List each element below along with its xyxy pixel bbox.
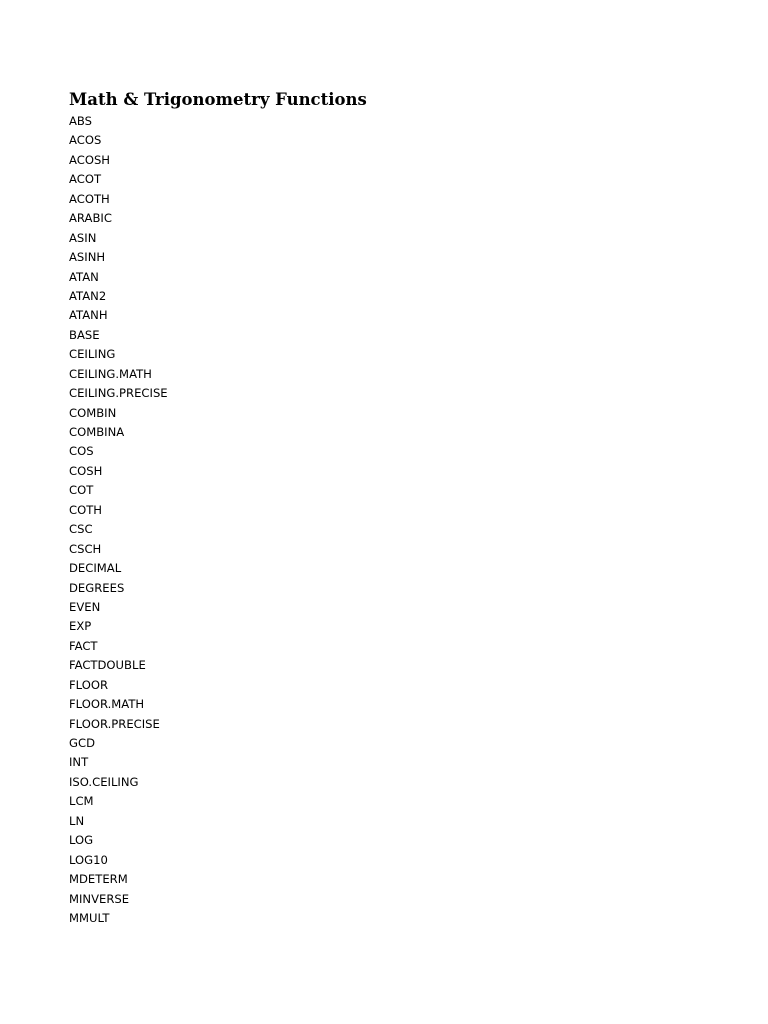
function-list-item: LN bbox=[69, 813, 85, 828]
function-list-item: ISO.CEILING bbox=[69, 774, 139, 789]
function-list-item: EVEN bbox=[69, 599, 101, 614]
function-list-item: DEGREES bbox=[69, 580, 125, 595]
function-list-item: FACT bbox=[69, 638, 98, 653]
function-list-item: ACOTH bbox=[69, 191, 110, 206]
document-page bbox=[69, 88, 689, 928]
function-list-item: FLOOR.MATH bbox=[69, 697, 145, 712]
function-list-item: ACOS bbox=[69, 133, 102, 148]
function-list-item: LOG10 bbox=[69, 852, 108, 867]
function-list-item: CSC bbox=[69, 522, 93, 537]
function-list-item: COMBIN bbox=[69, 405, 117, 420]
function-list-item: CEILING bbox=[69, 347, 116, 362]
function-list-item: ATAN bbox=[69, 269, 99, 284]
function-list bbox=[69, 112, 689, 928]
function-list-item: FLOOR bbox=[69, 677, 109, 692]
function-list-item: EXP bbox=[69, 619, 92, 634]
function-list-item: GCD bbox=[69, 736, 96, 750]
function-list-item: INT bbox=[69, 755, 89, 770]
function-list-item: MINVERSE bbox=[69, 891, 130, 906]
function-list-item: ACOSH bbox=[69, 152, 111, 167]
function-list-item: COTH bbox=[69, 502, 103, 517]
function-list-item: COSH bbox=[69, 463, 103, 478]
function-list-item: ASINH bbox=[69, 250, 106, 265]
function-list-item: ABS bbox=[69, 114, 93, 128]
function-list-item: CEILING.MATH bbox=[69, 366, 152, 381]
function-list-item: CEILING.PRECISE bbox=[69, 386, 168, 401]
function-list-item: FACTDOUBLE bbox=[69, 658, 146, 673]
function-list-item: ARABIC bbox=[69, 211, 112, 226]
function-list-item: COMBINA bbox=[69, 425, 125, 439]
function-list-item: CSCH bbox=[69, 541, 102, 556]
function-list-item: MMULT bbox=[69, 910, 110, 925]
function-list-item: LOG bbox=[69, 833, 94, 848]
function-list-item: ATANH bbox=[69, 308, 108, 323]
section-heading: Math & Trigonometry Functions bbox=[69, 90, 367, 109]
function-list-item: ACOT bbox=[69, 172, 102, 187]
function-list-item: ATAN2 bbox=[69, 288, 107, 303]
function-list-item: COT bbox=[69, 483, 94, 498]
function-list-item: MDETERM bbox=[69, 872, 128, 887]
function-list-item: FLOOR.PRECISE bbox=[69, 716, 160, 731]
function-list-item: ASIN bbox=[69, 230, 97, 245]
function-list-item: BASE bbox=[69, 327, 100, 342]
function-list-item: LCM bbox=[69, 794, 94, 809]
function-list-item: COS bbox=[69, 444, 94, 459]
function-list-item: DECIMAL bbox=[69, 561, 122, 576]
